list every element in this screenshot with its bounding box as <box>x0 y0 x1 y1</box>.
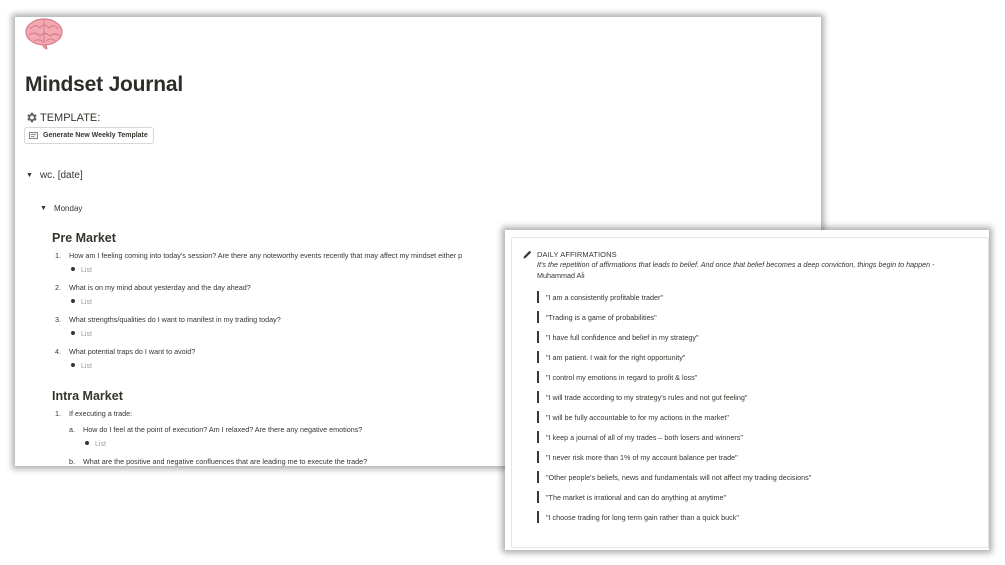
template-label: TEMPLATE: <box>40 111 101 124</box>
question-item: 2. What is on my mind about yesterday and the day ahead? <box>55 283 251 292</box>
generate-template-label: Generate New Weekly Template <box>43 132 148 139</box>
affirmation-item <box>537 331 699 343</box>
affirmation-text: "I will be fully accountable to for my actions in the market" <box>546 412 729 422</box>
template-heading <box>25 111 100 124</box>
affirmation-text: "I choose trading for long term gain rather than a quick buck" <box>546 512 739 522</box>
affirmation-item <box>537 291 663 303</box>
affirmations-window <box>505 230 989 550</box>
list-placeholder[interactable]: List <box>71 299 92 306</box>
affirmation-text: "I will trade according to my strategy's rules and not gut feeling" <box>546 392 748 402</box>
quote-bar <box>537 511 539 523</box>
affirmation-text: "Trading is a game of probabilities" <box>546 312 657 322</box>
quote-bar <box>537 391 539 403</box>
quote-bar <box>537 411 539 423</box>
quote-bar <box>537 351 539 363</box>
bullet-dot <box>71 299 75 303</box>
intra-market-heading: Intra Market <box>52 389 123 403</box>
bullet-dot <box>85 441 89 445</box>
affirmation-item <box>537 471 811 483</box>
bullet-dot <box>71 363 75 367</box>
question-item: 3. What strengths/qualities do I want to manifest in my trading today? <box>55 315 281 324</box>
quote-bar <box>537 331 539 343</box>
quote-bar <box>537 451 539 463</box>
affirmations-callout <box>511 237 989 548</box>
affirmation-item <box>537 491 726 503</box>
sub-question-item: a. How do I feel at the point of execution? Am I relaxed? Are there any negative emotions? <box>69 425 363 434</box>
gear-icon <box>25 111 38 124</box>
affirmation-text: "I keep a journal of all of my trades – both losers and winners" <box>546 432 743 442</box>
template-icon <box>29 132 38 139</box>
brain-icon <box>24 17 64 51</box>
affirmation-text: "I am patient. I wait for the right opportunity" <box>546 352 686 362</box>
affirmation-text: "I control my emotions in regard to profit & loss" <box>546 372 698 382</box>
list-placeholder[interactable]: List <box>71 363 92 370</box>
sub-question-item: b. What are the positive and negative confluences that are leading me to execute the trade? <box>69 457 368 466</box>
quote-bar <box>537 471 539 483</box>
week-toggle[interactable] <box>26 170 83 181</box>
bullet-dot <box>71 331 75 335</box>
bullet-dot <box>71 267 75 271</box>
day-toggle-label: Monday <box>53 204 83 213</box>
question-item: 1. If executing a trade: <box>55 409 133 418</box>
quote-bar <box>537 311 539 323</box>
quote-bar <box>537 431 539 443</box>
affirmation-item <box>537 411 729 423</box>
affirmation-item <box>537 511 739 523</box>
pencil-icon <box>522 250 532 260</box>
affirmations-title: DAILY AFFIRMATIONS <box>537 250 617 259</box>
affirmation-text: "I have full confidence and belief in my strategy" <box>546 332 699 342</box>
affirmation-item <box>537 431 743 443</box>
affirmations-quote: It's the repetition of affirmations that leads to belief. And once that belief becomes a deep conviction, things begin to happen - <box>537 260 935 269</box>
affirmation-item <box>537 351 685 363</box>
affirmation-item <box>537 451 738 463</box>
affirmation-item <box>537 391 747 403</box>
week-toggle-label: wc. [date] <box>39 170 83 181</box>
pre-market-heading: Pre Market <box>52 231 116 245</box>
day-toggle[interactable] <box>40 204 82 213</box>
question-item: 1. How am I feeling coming into today's session? Are there any noteworthy events recently that may affect my mindset either p <box>55 251 463 260</box>
affirmation-text: "Other people's beliefs, news and fundamentals will not affect my trading decisions" <box>546 472 812 482</box>
affirmation-text: "The market is irrational and can do anything at anytime" <box>546 492 727 502</box>
affirmations-author: Muhammad Ali <box>537 271 585 280</box>
affirmation-item <box>537 371 697 383</box>
affirmation-text: "I am a consistently profitable trader" <box>546 292 663 302</box>
list-placeholder[interactable]: List <box>85 441 106 448</box>
list-placeholder[interactable]: List <box>71 267 92 274</box>
triangle-down-icon[interactable]: ▼ <box>40 205 47 212</box>
generate-template-button[interactable] <box>24 127 154 144</box>
page-title: Mindset Journal <box>25 73 184 96</box>
list-placeholder[interactable]: List <box>71 331 92 338</box>
affirmation-item <box>537 311 657 323</box>
quote-bar <box>537 491 539 503</box>
quote-bar <box>537 371 539 383</box>
affirmation-text: "I never risk more than 1% of my account balance per trade" <box>546 452 738 462</box>
triangle-down-icon[interactable]: ▼ <box>26 172 33 179</box>
quote-bar <box>537 291 539 303</box>
question-item: 4. What potential traps do I want to avoid? <box>55 347 196 356</box>
